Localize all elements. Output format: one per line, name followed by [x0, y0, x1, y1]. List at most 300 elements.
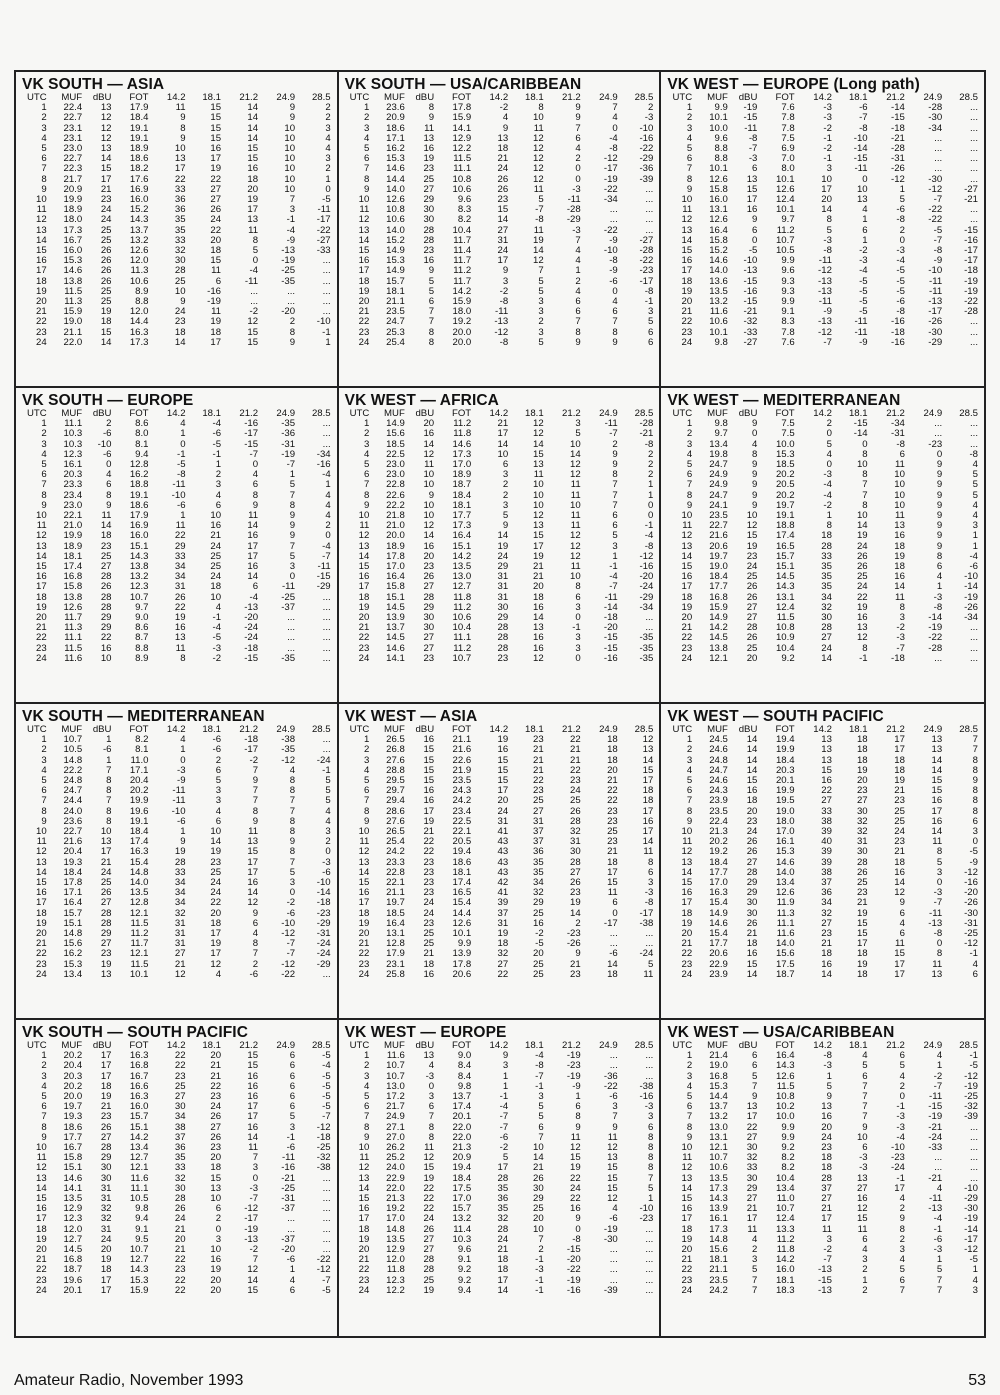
column-header: 21.2 — [886, 724, 905, 735]
table-cell: 19 — [174, 846, 186, 858]
table-cell: 5 — [752, 1264, 758, 1276]
table-cell: 16.1 — [63, 459, 83, 471]
table-cell: 15 — [681, 877, 693, 889]
table-cell: 34 — [174, 561, 186, 573]
column-header: 28.5 — [311, 724, 331, 735]
table-cell: 4 — [972, 1274, 978, 1286]
table-cell: 17.8 — [386, 550, 405, 562]
table-cell: 19.4 — [452, 846, 472, 858]
table-cell: 10 — [570, 438, 581, 450]
table-cell: 18 — [856, 744, 868, 756]
table-cell: -19 — [964, 285, 978, 297]
table-cell: 13 — [358, 1172, 370, 1184]
table-cell: -4 — [212, 418, 222, 430]
table-cell: 12.1 — [129, 1162, 149, 1174]
table-cell: 8 — [936, 846, 943, 858]
table-cell: ... — [609, 204, 618, 216]
table-cell: 8.3 — [781, 316, 795, 328]
table-cell: 37 — [533, 826, 544, 838]
table-cell: -3 — [859, 1162, 868, 1174]
table-cell: 11.7 — [130, 938, 149, 950]
table-cell: 38 — [821, 815, 832, 827]
table-cell: 12 — [100, 122, 112, 134]
table-cell: 0 — [575, 612, 581, 624]
table-cell: 8 — [289, 846, 296, 858]
table-cell: -3 — [896, 1111, 905, 1123]
table-cell: 11 — [36, 520, 47, 532]
table-cell: -1 — [609, 561, 618, 573]
panel-title: VK SOUTH — USA/CARIBBEAN — [344, 76, 582, 93]
table-cell: 30 — [423, 214, 435, 226]
table-cell: 19.2 — [452, 316, 472, 328]
table-cell: 5 — [41, 459, 47, 471]
table-cell: 14 — [358, 1182, 370, 1194]
table-cell: 11.5 — [130, 958, 149, 970]
table-cell: 21 — [174, 1244, 186, 1256]
table-cell: 25.3 — [386, 326, 405, 338]
table-cell: 17 — [36, 897, 47, 909]
table-cell: 24 — [210, 1101, 222, 1113]
table-cell: 16 — [746, 204, 758, 216]
column-header: FOT — [775, 1040, 795, 1051]
table-cell: 2 — [538, 1244, 544, 1256]
table-cell: 17 — [100, 1070, 112, 1082]
column-header: MUF — [61, 724, 83, 735]
table-cell: 11 — [570, 510, 581, 522]
table-cell: -10 — [964, 571, 978, 583]
table-cell: 16.3 — [129, 1050, 149, 1062]
table-cell: 33 — [821, 805, 832, 817]
column-header: 14.2 — [813, 92, 832, 103]
table-cell: 25 — [746, 642, 758, 654]
table-cell: 21 — [533, 744, 544, 756]
table-cell: 22 — [570, 764, 581, 776]
table-cell: 18.9 — [386, 540, 405, 552]
table-cell: -8 — [896, 214, 905, 226]
table-cell: 12 — [533, 143, 544, 155]
table-cell: 10 — [284, 183, 296, 195]
table-cell: 22.3 — [63, 163, 83, 175]
table-cell: 6 — [899, 1050, 905, 1062]
table-cell: 6 — [647, 1121, 654, 1133]
table-cell: 11 — [101, 510, 112, 522]
table-cell: 15 — [36, 561, 47, 573]
table-cell: 10.5 — [63, 744, 83, 756]
table-cell: 16.6 — [129, 1080, 149, 1092]
table-cell: 6 — [538, 1121, 544, 1133]
table-cell: 14.6 — [386, 642, 405, 654]
table-cell: 13 — [821, 754, 832, 766]
table-cell: -2 — [823, 1244, 832, 1256]
table-cell: -18 — [244, 734, 259, 746]
table-cell: 21 — [358, 938, 370, 950]
table-cell: 21 — [821, 938, 832, 950]
table-cell: 36 — [533, 846, 544, 858]
table-cell: 9 — [502, 520, 509, 532]
table-cell: ... — [287, 632, 296, 644]
table-cell: -16 — [244, 418, 259, 430]
table-cell: 22.7 — [63, 826, 83, 838]
table-cell: 17.4 — [452, 877, 472, 889]
table-cell: 9.9 — [781, 1131, 795, 1143]
column-header: dBU — [415, 724, 435, 735]
table-cell: 10 — [284, 143, 296, 155]
table-cell: 30 — [533, 1182, 544, 1194]
table-cell: -22 — [603, 224, 618, 236]
table-cell: 0 — [862, 438, 868, 450]
table-cell: -29 — [316, 958, 331, 970]
table-cell: 10 — [681, 194, 693, 206]
table-cell: 25 — [100, 224, 112, 236]
table-cell: 13.4 — [775, 1182, 795, 1194]
table-cell: 29 — [497, 561, 509, 573]
table-cell: 26 — [210, 1131, 222, 1143]
table-cell: 8 — [289, 826, 296, 838]
table-cell: ... — [609, 1244, 618, 1256]
table-cell: 10.6 — [452, 612, 472, 624]
table-cell: 15.1 — [129, 540, 149, 552]
table-cell: 16 — [423, 968, 435, 980]
table-cell: 9 — [180, 112, 186, 124]
table-cell: -6 — [896, 204, 905, 216]
table-cell: ... — [322, 275, 331, 287]
table-cell: 17.7 — [452, 510, 472, 522]
table-cell: 12 — [570, 550, 581, 562]
table-cell: 34 — [821, 591, 832, 603]
table-cell: 16.4 — [386, 571, 405, 583]
table-cell: 13 — [607, 1152, 618, 1164]
table-cell: 8.3 — [457, 204, 472, 216]
table-cell: 23 — [174, 1070, 186, 1082]
table-cell: 20 — [358, 1244, 370, 1256]
table-cell: -18 — [316, 897, 331, 909]
table-cell: 25 — [607, 826, 618, 838]
table-cell: 14.3 — [129, 214, 149, 226]
table-cell: 4 — [899, 1254, 905, 1266]
table-cell: 15 — [856, 1213, 868, 1225]
table-cell: 16 — [247, 163, 259, 175]
table-cell: -22 — [639, 143, 654, 155]
table-cell: 8 — [180, 122, 186, 134]
table-cell: 16 — [247, 1080, 259, 1092]
table-cell: 20.2 — [775, 469, 795, 481]
table-cell: 18 — [210, 917, 222, 929]
table-cell: 25 — [100, 877, 112, 889]
table-cell: -5 — [177, 459, 186, 471]
table-cell: 23 — [36, 1274, 47, 1286]
table-cell: -6 — [322, 866, 331, 878]
table-cell: -34 — [964, 612, 978, 624]
table-cell: 22.9 — [709, 958, 728, 970]
table-cell: 9 — [752, 418, 758, 430]
table-cell: 23 — [746, 815, 758, 827]
table-cell: 20 — [533, 948, 544, 960]
table-cell: -4 — [609, 571, 618, 583]
table-cell: 5 — [826, 224, 832, 236]
table-cell: 27 — [497, 224, 509, 236]
table-cell: 3 — [502, 499, 509, 511]
table-cell: 38 — [174, 1121, 186, 1133]
table-cell: 36 — [174, 1142, 186, 1154]
table-cell: 10.1 — [452, 928, 472, 940]
table-cell: 21.1 — [63, 326, 83, 338]
table-cell: 9 — [180, 296, 186, 308]
table-cell: 1 — [575, 265, 581, 277]
table-cell: 5 — [538, 1101, 544, 1113]
table-row — [22, 970, 331, 980]
table-cell: 21 — [681, 1254, 693, 1266]
table-cell: 9 — [936, 499, 943, 511]
table-cell: -11 — [567, 194, 581, 206]
table-cell: -7 — [933, 234, 943, 246]
table-cell: 11 — [682, 1152, 693, 1164]
table-cell: 13 — [100, 968, 112, 980]
table-cell: -32 — [316, 1152, 331, 1164]
table-cell: 12 — [642, 734, 654, 746]
table-cell: 19 — [423, 1284, 435, 1296]
table-cell: 16 — [174, 622, 186, 634]
table-cell: 4 — [686, 1080, 693, 1092]
table-cell: 1 — [180, 428, 186, 440]
table-cell: 15 — [247, 846, 259, 858]
table-cell: 28 — [746, 866, 758, 878]
table-cell: 4 — [252, 469, 259, 481]
table-cell: 23 — [856, 887, 868, 899]
table-cell: -2 — [499, 102, 509, 114]
column-header: MUF — [384, 1040, 405, 1051]
table-cell: 9.7 — [781, 214, 795, 226]
table-cell: 13 — [856, 1172, 868, 1184]
table-cell: 15 — [247, 1284, 259, 1296]
table-cell: 7 — [575, 122, 581, 134]
table-cell: 14 — [247, 520, 259, 532]
table-cell: 20.1 — [452, 1111, 472, 1123]
table-cell: 0 — [936, 938, 943, 950]
table-cell: 10 — [284, 153, 296, 165]
table-cell: 22.4 — [709, 815, 728, 827]
table-cell: 16.7 — [63, 234, 83, 246]
table-cell: 17.1 — [63, 887, 83, 899]
table-cell: -31 — [891, 428, 905, 440]
table-cell: -4 — [644, 530, 654, 542]
table-cell: 2 — [647, 448, 654, 460]
table-cell: 9 — [686, 1131, 693, 1143]
table-cell: 2 — [752, 1244, 758, 1256]
table-cell: 23.1 — [63, 132, 83, 144]
table-cell: 21 — [894, 785, 905, 797]
table-cell: 17.9 — [386, 948, 405, 960]
table-cell: 27 — [821, 917, 832, 929]
table-cell: 13.2 — [709, 1111, 728, 1123]
table-cell: 18 — [821, 1162, 832, 1174]
table-cell: -16 — [891, 336, 905, 348]
table-cell: 8 — [972, 795, 978, 807]
column-header: 28.5 — [634, 1040, 654, 1051]
table-cell: ... — [322, 601, 331, 613]
table-cell: 15.4 — [709, 897, 728, 909]
table-cell: 21 — [358, 306, 370, 318]
table-cell: -19 — [928, 1111, 943, 1123]
table-cell: 28 — [570, 815, 581, 827]
table-cell: 16.4 — [63, 897, 83, 909]
table-cell: 11.7 — [453, 255, 472, 267]
table-cell: -12 — [964, 938, 978, 950]
table-cell: 9.6 — [457, 1244, 472, 1256]
table-cell: 11 — [359, 836, 370, 848]
table-cell: 16 — [931, 815, 943, 827]
table-cell: -10 — [316, 877, 331, 889]
column-header: 21.2 — [239, 92, 259, 103]
table-cell: ... — [645, 1244, 654, 1256]
table-cell: 4 — [364, 1080, 370, 1092]
column-header: 21.2 — [886, 1040, 905, 1051]
table-cell: 12 — [247, 316, 259, 328]
table-cell: 3 — [612, 1101, 618, 1113]
table-cell: 18.8 — [775, 520, 795, 532]
table-cell: 15.1 — [386, 591, 405, 603]
table-cell: ... — [969, 153, 978, 165]
table-cell: 13 — [681, 1172, 693, 1184]
table-cell: 16.9 — [129, 183, 149, 195]
table-cell: 16 — [894, 571, 905, 583]
table-cell: 14.3 — [709, 1193, 728, 1205]
table-cell: 1 — [180, 510, 186, 522]
table-cell: 7.5 — [781, 418, 795, 430]
table-cell: 10 — [358, 1142, 370, 1154]
table-cell: 10 — [36, 1142, 47, 1154]
table-cell: 22.9 — [386, 1172, 405, 1184]
table-cell: 19 — [856, 907, 868, 919]
table-cell: 23 — [570, 968, 581, 980]
table-cell: -6 — [609, 275, 618, 287]
table-cell: 21.1 — [452, 734, 472, 746]
table-cell: 11 — [36, 204, 47, 216]
table-cell: -17 — [964, 255, 978, 267]
table-cell: 0 — [289, 887, 296, 899]
table-cell: 1 — [502, 1080, 509, 1092]
table-cell: 1 — [180, 826, 186, 838]
table-cell: -11 — [929, 1091, 943, 1103]
table-cell: 15 — [423, 744, 435, 756]
table-cell: -3 — [212, 642, 222, 654]
table-cell: 2 — [647, 469, 654, 481]
table-cell: 24 — [36, 1284, 47, 1296]
table-cell: 0 — [972, 836, 978, 848]
table-cell: -10 — [281, 917, 296, 929]
table-cell: 3 — [41, 122, 47, 134]
table-cell: 33 — [174, 234, 186, 246]
table-cell: -10 — [891, 1142, 905, 1154]
column-header: 28.5 — [959, 408, 978, 419]
table-cell: 6 — [612, 520, 618, 532]
table-cell: 19.2 — [709, 846, 728, 858]
table-cell: -15 — [743, 112, 758, 124]
table-cell: 16 — [423, 143, 435, 155]
table-cell: -5 — [859, 296, 868, 308]
table-cell: 28 — [423, 234, 435, 246]
table-cell: 2 — [899, 1203, 905, 1215]
table-cell: 25 — [100, 296, 112, 308]
table-cell: 6 — [899, 907, 905, 919]
table-cell: -25 — [964, 928, 978, 940]
table-cell: 2 — [252, 958, 259, 970]
table-cell: 18 — [856, 968, 868, 980]
panel-title: VK WEST — EUROPE (Long path) — [667, 76, 920, 93]
table-cell: 21.3 — [386, 1193, 405, 1205]
table-cell: 1 — [325, 173, 331, 185]
table-cell: 22 — [570, 734, 581, 746]
table-cell: -16 — [639, 561, 654, 573]
table-cell: 6 — [575, 591, 581, 603]
table-cell: 9.0 — [457, 1050, 472, 1062]
table-cell: 20 — [36, 612, 47, 624]
table-cell: ... — [645, 204, 654, 216]
table-cell: 7 — [538, 265, 544, 277]
table-cell: 22.5 — [386, 448, 405, 460]
table-cell: 24 — [570, 785, 581, 797]
table-cell: 18 — [856, 948, 868, 960]
table-cell: 21 — [497, 418, 509, 430]
table-cell: 15 — [36, 1193, 47, 1205]
table-cell: -19 — [928, 622, 943, 634]
table-cell: 15.9 — [452, 112, 472, 124]
table-cell: -1 — [644, 296, 654, 308]
table-cell: 4 — [686, 448, 693, 460]
table-cell: 24.3 — [452, 785, 472, 797]
table-cell: 29 — [100, 928, 112, 940]
column-header: FOT — [775, 92, 795, 103]
table-cell: 25 — [100, 550, 112, 562]
table-cell: 3 — [289, 1121, 296, 1133]
table-cell: 13 — [358, 224, 370, 236]
table-cell: 15 — [497, 754, 509, 766]
table-cell: 17.1 — [129, 764, 149, 776]
table-cell: 24 — [497, 163, 509, 175]
table-cell: 26 — [100, 255, 112, 267]
table-cell: -8 — [823, 1050, 832, 1062]
table-cell: 11.1 — [453, 632, 472, 644]
table-cell: 8 — [364, 173, 370, 185]
table-cell: 16 — [746, 948, 758, 960]
table-cell: 23.5 — [709, 1274, 728, 1286]
table-cell: 34 — [821, 897, 832, 909]
table-cell: 15.8 — [63, 1152, 83, 1164]
table-cell: 18 — [607, 856, 618, 868]
table-cell: 6 — [428, 296, 435, 308]
table-cell: 21 — [210, 530, 222, 542]
table-cell: 4 — [972, 459, 978, 471]
table-cell: 27 — [423, 183, 435, 195]
table-cell: 17 — [497, 255, 509, 267]
table-cell: 10 — [570, 571, 581, 583]
table-cell: -26 — [928, 316, 943, 328]
table-cell: 30 — [174, 255, 186, 267]
table-cell: 24 — [681, 336, 693, 348]
panel-title: VK WEST — ASIA — [344, 708, 478, 725]
table-cell: 11 — [894, 591, 905, 603]
table-cell: 11.6 — [64, 652, 83, 664]
table-cell: 25 — [894, 815, 905, 827]
table-cell: 28 — [100, 601, 112, 613]
column-header: 24.9 — [923, 1040, 943, 1051]
table-cell: 23 — [894, 836, 905, 848]
table-cell: 17 — [607, 866, 618, 878]
table-cell: -30 — [928, 173, 943, 185]
table-cell: 6 — [502, 459, 509, 471]
table-cell: ... — [969, 336, 978, 348]
table-cell: -7 — [823, 1254, 832, 1266]
table-cell: 8.1 — [135, 744, 149, 756]
